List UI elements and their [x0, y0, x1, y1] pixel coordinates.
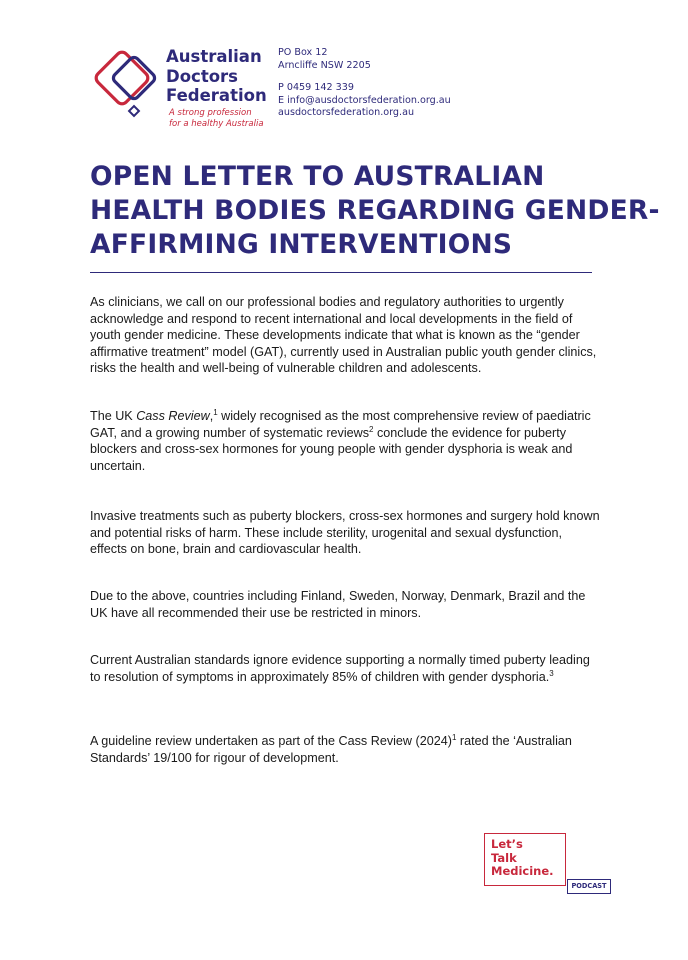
- organisation-name-line: Doctors: [166, 66, 238, 86]
- podcast-badge-line: Medicine.: [491, 864, 554, 878]
- paragraph-2-mid: widely recognised as the most comprehensive review of paediatric GAT, and a growing number of systematic reviews: [90, 409, 591, 440]
- address-line: PO Box 12: [278, 47, 328, 58]
- paragraph-4: Due to the above, countries including Finland, Sweden, Norway, Denmark, Brazil and the UK have all recommended their use be restricted in minors.: [90, 589, 586, 620]
- cass-review-title: Cass Review: [136, 409, 210, 423]
- website-link[interactable]: ausdoctorsfederation.org.au: [278, 107, 415, 118]
- organisation-name-line: Federation: [166, 86, 267, 105]
- contact-block: [278, 47, 451, 120]
- citation-1: 1: [451, 732, 457, 742]
- paragraph-6-lead: A guideline review undertaken as part of the Cass Review (2024): [90, 734, 452, 748]
- citation-3: 3: [549, 668, 554, 678]
- citation-1: 1: [213, 407, 218, 417]
- organisation-name: [166, 47, 267, 106]
- tagline-line: for a healthy Australia: [169, 118, 264, 129]
- citation-2: 2: [369, 424, 374, 434]
- paragraph-2-lead: The UK: [90, 409, 137, 423]
- title-line: OPEN LETTER TO AUSTRALIAN: [90, 161, 545, 192]
- address-line: Arncliffe NSW 2205: [278, 59, 371, 71]
- podcast-badge-line: Talk: [491, 850, 517, 865]
- podcast-badge-line: Let’s: [491, 837, 523, 851]
- diamond-logo-icon: [88, 46, 164, 118]
- podcast-badge-title: [491, 838, 554, 879]
- title-line: AFFIRMING INTERVENTIONS: [90, 229, 513, 260]
- podcast-badge: [484, 833, 566, 886]
- email-address[interactable]: E info@ausdoctorsfederation.org.au: [278, 94, 451, 106]
- paragraph-5-text: Current Australian standards ignore evidence supporting a normally timed puberty leading to resolution of symptoms in approximately 85% of children with gender dysphoria.: [90, 653, 590, 684]
- paragraph-5: [90, 652, 600, 685]
- organisation-logo: [88, 44, 268, 140]
- paragraph-6: [90, 733, 600, 766]
- title-divider: [90, 272, 592, 273]
- paragraph-6-tail: rated the ‘Australian Standards’ 19/100 for rigour of development.: [90, 734, 572, 765]
- title-line: HEALTH BODIES REGARDING GENDER-: [90, 195, 660, 226]
- paragraph-2-tail: conclude the evidence for puberty blockers and cross-sex hormones for young people with gender dysphoria is weak and uncertain.: [90, 425, 573, 473]
- organisation-name-line: Australian: [166, 47, 262, 66]
- page-title: [90, 160, 660, 262]
- paragraph-2-comma: ,: [209, 409, 214, 423]
- tagline-line: A strong profession: [169, 108, 252, 118]
- podcast-tag: PODCAST: [567, 879, 611, 894]
- paragraph-3: Invasive treatments such as puberty blockers, cross-sex hormones and surgery hold known and potential risks of harm. These include sterility, urogenital and sexual dysfunction, effects on bone, brain and cardiovascular health.: [90, 509, 600, 557]
- paragraph-1: As clinicians, we call on our professional bodies and regulatory authorities to urgently acknowledge and respond to recent international and local developments in the field of youth gender medicine. These developments indicate that what is known as the “gender affirmative treatment” model (GAT), currently used in Australian public youth gender clinics, risks the health and well-being of vulnerable children and adolescents.: [90, 295, 597, 376]
- phone-number: P 0459 142 339: [278, 82, 354, 93]
- organisation-tagline: [169, 108, 264, 129]
- paragraph-2: [90, 408, 600, 474]
